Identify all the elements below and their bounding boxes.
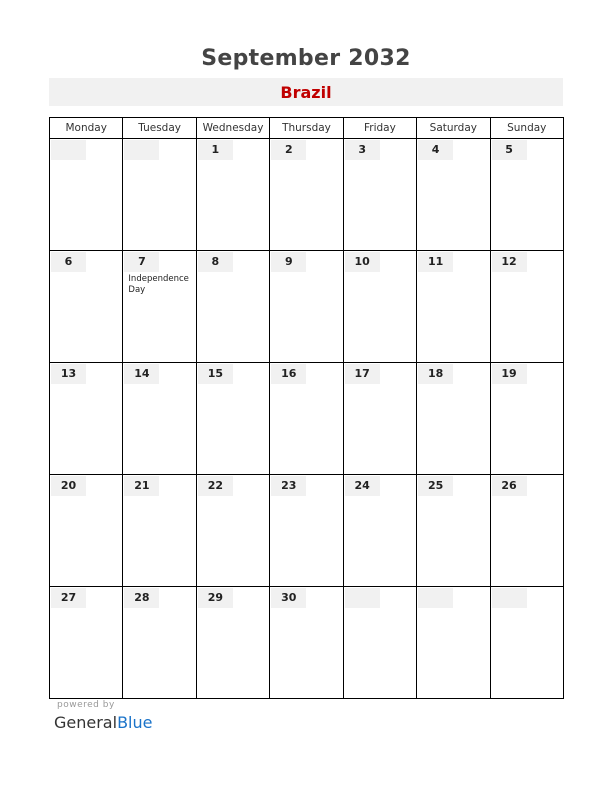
weekday-thursday: Thursday xyxy=(270,118,343,139)
day-cell[interactable] xyxy=(50,363,123,475)
day-number: 10 xyxy=(345,252,380,272)
day-cell[interactable] xyxy=(270,363,343,475)
weekday-monday: Monday xyxy=(50,118,123,139)
day-number: 28 xyxy=(124,588,159,608)
day-cell-content xyxy=(197,587,269,698)
country-label: Brazil xyxy=(280,83,332,102)
day-number xyxy=(418,588,453,608)
day-cell-content xyxy=(197,475,269,586)
weekday-header-row xyxy=(50,118,564,139)
day-cell-content xyxy=(417,251,489,362)
day-cell[interactable] xyxy=(490,139,563,251)
day-number: 11 xyxy=(418,252,453,272)
day-cell[interactable] xyxy=(343,475,416,587)
week-row xyxy=(50,139,564,251)
day-cell[interactable] xyxy=(50,139,123,251)
day-cell[interactable] xyxy=(196,587,269,699)
day-cell-content xyxy=(344,139,416,250)
day-cell[interactable] xyxy=(270,475,343,587)
day-cell[interactable] xyxy=(343,363,416,475)
day-cell[interactable] xyxy=(196,139,269,251)
day-cell[interactable] xyxy=(123,251,196,363)
powered-by-text: powered by xyxy=(57,700,115,710)
day-number: 30 xyxy=(271,588,306,608)
page-title: September 2032 xyxy=(201,46,411,71)
day-number: 1 xyxy=(198,140,233,160)
day-cell[interactable] xyxy=(417,363,490,475)
week-row xyxy=(50,363,564,475)
day-cell[interactable] xyxy=(50,251,123,363)
calendar-grid xyxy=(49,117,564,699)
holiday-label: Independence Day xyxy=(128,274,189,295)
day-cell[interactable] xyxy=(50,475,123,587)
day-cell[interactable] xyxy=(196,475,269,587)
day-cell-content xyxy=(417,475,489,586)
weekday-wednesday: Wednesday xyxy=(196,118,269,139)
day-cell-content xyxy=(344,475,416,586)
day-cell-content xyxy=(197,251,269,362)
day-cell[interactable] xyxy=(343,251,416,363)
day-cell-content xyxy=(123,363,195,474)
logo-text-general: General xyxy=(54,713,118,732)
day-number: 2 xyxy=(271,140,306,160)
day-cell-content xyxy=(50,475,122,586)
day-cell-content xyxy=(270,139,342,250)
day-number: 21 xyxy=(124,476,159,496)
weekday-tuesday: Tuesday xyxy=(123,118,196,139)
day-cell-content xyxy=(344,251,416,362)
generalblue-logo[interactable] xyxy=(54,713,152,732)
week-row xyxy=(50,475,564,587)
day-number: 12 xyxy=(492,252,527,272)
day-number: 7 xyxy=(124,252,159,272)
day-cell-content xyxy=(123,587,195,698)
day-number: 27 xyxy=(51,588,86,608)
day-cell[interactable] xyxy=(196,363,269,475)
day-number: 13 xyxy=(51,364,86,384)
day-number: 25 xyxy=(418,476,453,496)
day-cell-content xyxy=(50,363,122,474)
day-number: 17 xyxy=(345,364,380,384)
day-cell-content xyxy=(491,251,563,362)
day-cell[interactable] xyxy=(196,251,269,363)
week-row xyxy=(50,587,564,699)
day-cell-content xyxy=(344,587,416,698)
day-number: 29 xyxy=(198,588,233,608)
day-number: 16 xyxy=(271,364,306,384)
day-number xyxy=(124,140,159,160)
day-cell[interactable] xyxy=(123,475,196,587)
day-cell[interactable] xyxy=(270,139,343,251)
day-cell[interactable] xyxy=(123,139,196,251)
day-number: 22 xyxy=(198,476,233,496)
day-cell[interactable] xyxy=(123,363,196,475)
day-number: 15 xyxy=(198,364,233,384)
day-number xyxy=(345,588,380,608)
day-cell-content xyxy=(270,587,342,698)
day-cell-content xyxy=(491,139,563,250)
day-cell[interactable] xyxy=(270,587,343,699)
day-cell-content xyxy=(123,251,195,362)
day-number: 20 xyxy=(51,476,86,496)
day-number: 23 xyxy=(271,476,306,496)
day-number: 26 xyxy=(492,476,527,496)
day-cell[interactable] xyxy=(123,587,196,699)
day-cell-content xyxy=(50,587,122,698)
day-cell[interactable] xyxy=(343,139,416,251)
day-cell[interactable] xyxy=(490,251,563,363)
weekday-saturday: Saturday xyxy=(417,118,490,139)
day-cell-content xyxy=(197,363,269,474)
day-cell[interactable] xyxy=(417,139,490,251)
day-cell[interactable] xyxy=(417,587,490,699)
day-cell-content xyxy=(270,251,342,362)
day-cell[interactable] xyxy=(490,587,563,699)
day-number xyxy=(492,588,527,608)
country-banner xyxy=(49,78,563,106)
day-number: 18 xyxy=(418,364,453,384)
day-cell-content xyxy=(491,475,563,586)
day-number: 5 xyxy=(492,140,527,160)
day-cell-content xyxy=(417,139,489,250)
day-number: 4 xyxy=(418,140,453,160)
day-cell[interactable] xyxy=(343,587,416,699)
day-cell-content xyxy=(270,475,342,586)
weekday-friday: Friday xyxy=(343,118,416,139)
day-number: 9 xyxy=(271,252,306,272)
day-cell-content xyxy=(344,363,416,474)
day-cell-content xyxy=(491,363,563,474)
day-cell[interactable] xyxy=(490,363,563,475)
day-cell-content xyxy=(491,587,563,698)
logo-text-blue: Blue xyxy=(117,713,153,732)
day-number: 8 xyxy=(198,252,233,272)
day-cell[interactable] xyxy=(417,251,490,363)
day-cell-content xyxy=(270,363,342,474)
day-number: 19 xyxy=(492,364,527,384)
day-cell[interactable] xyxy=(270,251,343,363)
day-cell[interactable] xyxy=(50,587,123,699)
day-cell-content xyxy=(417,587,489,698)
day-cell-content xyxy=(123,475,195,586)
day-cell-content xyxy=(197,139,269,250)
week-row xyxy=(50,251,564,363)
day-number: 6 xyxy=(51,252,86,272)
day-number: 24 xyxy=(345,476,380,496)
day-number: 3 xyxy=(345,140,380,160)
day-cell[interactable] xyxy=(417,475,490,587)
weekday-sunday: Sunday xyxy=(490,118,563,139)
day-cell[interactable] xyxy=(490,475,563,587)
day-number xyxy=(51,140,86,160)
day-cell-content xyxy=(123,139,195,250)
day-cell-content xyxy=(50,139,122,250)
day-cell-content xyxy=(50,251,122,362)
day-cell-content xyxy=(417,363,489,474)
day-number: 14 xyxy=(124,364,159,384)
